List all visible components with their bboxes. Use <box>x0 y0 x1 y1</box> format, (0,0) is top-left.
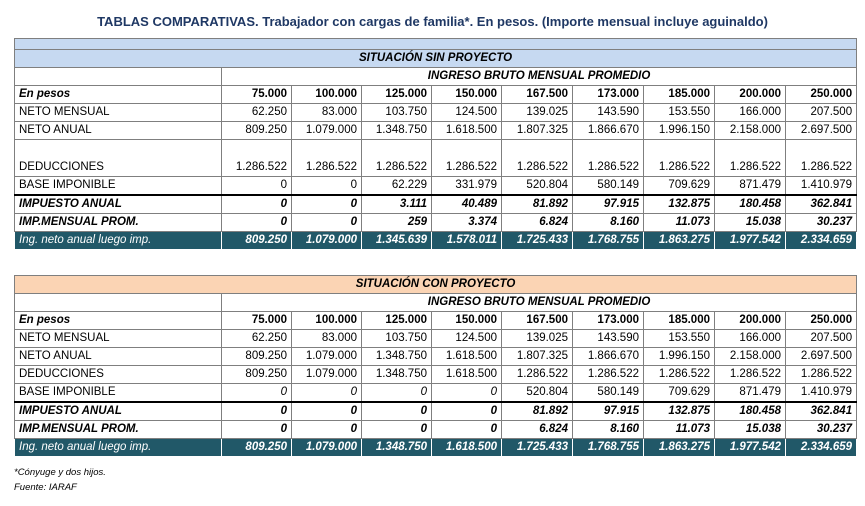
table-row <box>15 366 857 384</box>
cell: 362.841 <box>786 195 857 214</box>
cell: 1.768.755 <box>573 439 644 457</box>
row-label: NETO MENSUAL <box>15 330 222 348</box>
cell: 1.286.522 <box>786 366 857 384</box>
table-row <box>15 140 857 177</box>
cell: 30.237 <box>786 214 857 232</box>
cell: 520.804 <box>502 384 573 403</box>
cell: 3.374 <box>432 214 502 232</box>
col-header: 200.000 <box>715 312 786 330</box>
table-row <box>15 402 857 421</box>
cell: 1.079.000 <box>292 348 362 366</box>
cell: 1.286.522 <box>502 366 573 384</box>
source-note: Fuente: IARAF <box>14 482 77 493</box>
cell: 0 <box>222 402 292 421</box>
table-row <box>15 177 857 196</box>
page-title: TABLAS COMPARATIVAS. Trabajador con cargas de familia*. En pesos. (Importe mensual incluye aguinaldo) <box>97 14 768 29</box>
cell: 8.160 <box>573 214 644 232</box>
cell: 871.479 <box>715 177 786 196</box>
cell: 0 <box>222 421 292 439</box>
cell: 103.750 <box>362 330 432 348</box>
cell: 0 <box>292 214 362 232</box>
cell: 1.866.670 <box>573 122 644 140</box>
table-sin-proyecto <box>14 38 857 250</box>
cell: 0 <box>432 402 502 421</box>
cell: 0 <box>222 195 292 214</box>
table-row <box>15 122 857 140</box>
cell: 580.149 <box>573 384 644 403</box>
col-header: 167.500 <box>502 86 573 104</box>
table-row <box>15 348 857 366</box>
subheader: INGRESO BRUTO MENSUAL PROMEDIO <box>222 68 857 86</box>
col-header: 150.000 <box>432 86 502 104</box>
cell: 1.977.542 <box>715 439 786 457</box>
cell: 1.725.433 <box>502 439 573 457</box>
cell: 331.979 <box>432 177 502 196</box>
cell: 83.000 <box>292 104 362 122</box>
cell: 259 <box>362 214 432 232</box>
cell: 1.768.755 <box>573 232 644 250</box>
cell: 1.410.979 <box>786 384 857 403</box>
cell: 40.489 <box>432 195 502 214</box>
cell: 871.479 <box>715 384 786 403</box>
cell: 97.915 <box>573 402 644 421</box>
cell: 62.229 <box>362 177 432 196</box>
cell: 81.892 <box>502 402 573 421</box>
row-label: Ing. neto anual luego imp. <box>15 232 222 250</box>
cell: 1.725.433 <box>502 232 573 250</box>
cell: 2.334.659 <box>786 232 857 250</box>
cell: 0 <box>362 402 432 421</box>
row-label: BASE IMPONIBLE <box>15 384 222 403</box>
header-label: En pesos <box>15 86 222 104</box>
subheader: INGRESO BRUTO MENSUAL PROMEDIO <box>222 294 857 312</box>
cell: 1.618.500 <box>432 439 502 457</box>
cell: 1.807.325 <box>502 348 573 366</box>
cell: 809.250 <box>222 439 292 457</box>
cell: 81.892 <box>502 195 573 214</box>
cell: 1.286.522 <box>644 366 715 384</box>
cell: 0 <box>292 195 362 214</box>
cell: 1.863.275 <box>644 439 715 457</box>
cell: 1.866.670 <box>573 348 644 366</box>
cell: 709.629 <box>644 177 715 196</box>
cell: 1.286.522 <box>715 366 786 384</box>
cell: 1.079.000 <box>292 122 362 140</box>
cell: 1.286.522 <box>222 140 292 177</box>
cell: 1.286.522 <box>573 366 644 384</box>
cell: 0 <box>292 384 362 403</box>
cell: 1.977.542 <box>715 232 786 250</box>
col-header: 185.000 <box>644 312 715 330</box>
cell: 1.348.750 <box>362 366 432 384</box>
cell: 8.160 <box>573 421 644 439</box>
cell: 1.348.750 <box>362 348 432 366</box>
table-row <box>15 214 857 232</box>
header-row <box>15 86 857 104</box>
cell: 1.286.522 <box>432 140 502 177</box>
cell: 0 <box>362 421 432 439</box>
header-label: En pesos <box>15 312 222 330</box>
col-header: 100.000 <box>292 312 362 330</box>
cell: 62.250 <box>222 330 292 348</box>
col-header: 200.000 <box>715 86 786 104</box>
table-row <box>15 330 857 348</box>
col-header: 125.000 <box>362 312 432 330</box>
cell: 124.500 <box>432 104 502 122</box>
cell: 153.550 <box>644 104 715 122</box>
cell: 2.158.000 <box>715 122 786 140</box>
cell: 3.111 <box>362 195 432 214</box>
cell: 6.824 <box>502 421 573 439</box>
cell: 97.915 <box>573 195 644 214</box>
cell: 1.286.522 <box>715 140 786 177</box>
cell: 0 <box>292 421 362 439</box>
cell: 1.286.522 <box>362 140 432 177</box>
cell: 143.590 <box>573 330 644 348</box>
cell: 809.250 <box>222 366 292 384</box>
cell: 809.250 <box>222 232 292 250</box>
row-label: Ing. neto anual luego imp. <box>15 439 222 457</box>
table-con-proyecto <box>14 275 857 457</box>
col-header: 250.000 <box>786 312 857 330</box>
table-row <box>15 384 857 403</box>
cell: 83.000 <box>292 330 362 348</box>
cell: 1.618.500 <box>432 348 502 366</box>
cell: 207.500 <box>786 104 857 122</box>
cell: 362.841 <box>786 402 857 421</box>
cell: 580.149 <box>573 177 644 196</box>
cell: 132.875 <box>644 402 715 421</box>
cell: 1.618.500 <box>432 366 502 384</box>
cell: 11.073 <box>644 214 715 232</box>
cell: 6.824 <box>502 214 573 232</box>
col-header: 250.000 <box>786 86 857 104</box>
cell: 2.697.500 <box>786 122 857 140</box>
col-header: 185.000 <box>644 86 715 104</box>
cell: 1.286.522 <box>292 140 362 177</box>
cell: 1.079.000 <box>292 439 362 457</box>
col-header: 173.000 <box>573 86 644 104</box>
cell: 166.000 <box>715 104 786 122</box>
cell: 1.348.750 <box>362 439 432 457</box>
section-title: SITUACIÓN SIN PROYECTO <box>15 50 857 68</box>
row-label: IMP.MENSUAL PROM. <box>15 214 222 232</box>
table-row <box>15 104 857 122</box>
cell: 1.079.000 <box>292 232 362 250</box>
cell: 809.250 <box>222 348 292 366</box>
cell: 180.458 <box>715 195 786 214</box>
cell: 15.038 <box>715 214 786 232</box>
table-row-total <box>15 439 857 457</box>
cell: 0 <box>432 384 502 403</box>
footnote: *Cónyuge y dos hijos. <box>14 467 106 478</box>
cell: 1.286.522 <box>573 140 644 177</box>
row-label: BASE IMPONIBLE <box>15 177 222 196</box>
cell: 103.750 <box>362 104 432 122</box>
cell: 1.079.000 <box>292 366 362 384</box>
cell: 2.158.000 <box>715 348 786 366</box>
cell: 15.038 <box>715 421 786 439</box>
cell: 0 <box>222 177 292 196</box>
table-row <box>15 195 857 214</box>
cell: 180.458 <box>715 402 786 421</box>
table-row-total <box>15 232 857 250</box>
table-row <box>15 421 857 439</box>
cell: 1.578.011 <box>432 232 502 250</box>
col-header: 167.500 <box>502 312 573 330</box>
cell: 0 <box>362 384 432 403</box>
col-header: 75.000 <box>222 312 292 330</box>
cell: 0 <box>432 421 502 439</box>
row-label: DEDUCCIONES <box>15 366 222 384</box>
row-label: NETO ANUAL <box>15 348 222 366</box>
cell: 11.073 <box>644 421 715 439</box>
cell: 139.025 <box>502 104 573 122</box>
cell: 132.875 <box>644 195 715 214</box>
cell: 1.410.979 <box>786 177 857 196</box>
row-label: IMPUESTO ANUAL <box>15 402 222 421</box>
cell: 2.697.500 <box>786 348 857 366</box>
cell: 1.286.522 <box>502 140 573 177</box>
col-header: 125.000 <box>362 86 432 104</box>
cell: 0 <box>292 177 362 196</box>
col-header: 150.000 <box>432 312 502 330</box>
cell: 1.863.275 <box>644 232 715 250</box>
col-header: 173.000 <box>573 312 644 330</box>
cell: 1.618.500 <box>432 122 502 140</box>
cell: 166.000 <box>715 330 786 348</box>
cell: 153.550 <box>644 330 715 348</box>
cell: 520.804 <box>502 177 573 196</box>
cell: 0 <box>222 384 292 403</box>
cell: 1.286.522 <box>644 140 715 177</box>
cell: 139.025 <box>502 330 573 348</box>
cell: 709.629 <box>644 384 715 403</box>
cell: 1.345.639 <box>362 232 432 250</box>
cell: 1.286.522 <box>786 140 857 177</box>
col-header: 100.000 <box>292 86 362 104</box>
cell: 2.334.659 <box>786 439 857 457</box>
cell: 1.996.150 <box>644 348 715 366</box>
row-label: IMPUESTO ANUAL <box>15 195 222 214</box>
section-title: SITUACIÓN CON PROYECTO <box>15 276 857 294</box>
col-header: 75.000 <box>222 86 292 104</box>
row-label: NETO ANUAL <box>15 122 222 140</box>
header-row <box>15 312 857 330</box>
cell: 143.590 <box>573 104 644 122</box>
cell: 1.807.325 <box>502 122 573 140</box>
cell: 0 <box>222 214 292 232</box>
cell: 0 <box>292 402 362 421</box>
cell: 30.237 <box>786 421 857 439</box>
row-label: DEDUCCIONES <box>15 140 222 177</box>
cell: 1.348.750 <box>362 122 432 140</box>
cell: 62.250 <box>222 104 292 122</box>
cell: 124.500 <box>432 330 502 348</box>
cell: 207.500 <box>786 330 857 348</box>
cell: 809.250 <box>222 122 292 140</box>
cell: 1.996.150 <box>644 122 715 140</box>
row-label: IMP.MENSUAL PROM. <box>15 421 222 439</box>
row-label: NETO MENSUAL <box>15 104 222 122</box>
